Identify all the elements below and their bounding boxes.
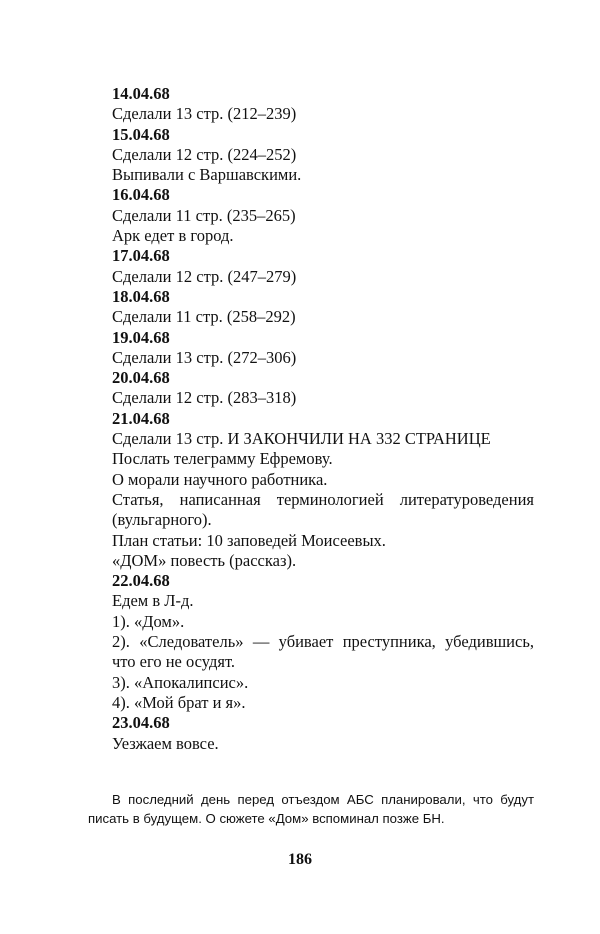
entry-line: Сделали 13 стр. (272–306): [112, 347, 297, 367]
entry-date: 18.04.68: [112, 286, 170, 306]
entry-line: Сделали 12 стр. (247–279): [112, 266, 297, 286]
entry-date: 17.04.68: [112, 246, 170, 266]
entry-line: Сделали 13 стр. (212–239): [112, 104, 297, 124]
commentary-note: В последний день перед отъездом АБС планировали, что будут писать в будущем. О сюжете «Дом» вспоминал позже БН.: [88, 792, 534, 827]
entry-line: Арк едет в город.: [112, 226, 234, 246]
entry-line: Сделали 11 стр. (235–265): [112, 205, 296, 225]
entry-line: Едем в Л-д.: [112, 591, 194, 611]
entry-date: 23.04.68: [112, 713, 170, 733]
entry-date: 21.04.68: [112, 408, 170, 428]
entry-line: 4). «Мой брат и я».: [112, 692, 246, 712]
entry-date: 19.04.68: [112, 327, 170, 347]
entry-line: План статьи: 10 заповедей Моисеевых.: [112, 530, 386, 550]
entry-paragraph: Статья, написанная терминологией литературоведения (вульгарного).: [112, 489, 534, 530]
entry-paragraph: 2). «Следователь» — убивает преступника, убедившись, что его не осудят.: [112, 632, 534, 672]
entry-date: 14.04.68: [112, 84, 170, 103]
entry-line: О морали научного работника.: [112, 469, 328, 489]
entry-line: 1). «Дом».: [112, 611, 185, 631]
entry-line: Уезжаем вовсе.: [112, 733, 219, 753]
entry-date: 22.04.68: [112, 571, 170, 591]
entry-date: 16.04.68: [112, 185, 170, 205]
entry-line: Выпивали с Варшавскими.: [112, 165, 302, 185]
diary-entries: [88, 84, 534, 754]
entry-line: «ДОМ» повесть (рассказ).: [112, 550, 297, 570]
entry-line: Послать телеграмму Ефремову.: [112, 449, 333, 469]
entry-date: 20.04.68: [112, 368, 170, 388]
entry-line: Сделали 12 стр. (224–252): [112, 144, 297, 164]
entry-line: Сделали 12 стр. (283–318): [112, 388, 297, 408]
entry-line: Сделали 13 стр. И ЗАКОНЧИЛИ НА 332 СТРАНИЦЕ: [112, 429, 491, 449]
entry-date: 15.04.68: [112, 124, 170, 144]
entry-line: Сделали 11 стр. (258–292): [112, 307, 296, 327]
entry-line: 3). «Апокалипсис».: [112, 672, 249, 692]
page-number: 186: [288, 851, 312, 868]
